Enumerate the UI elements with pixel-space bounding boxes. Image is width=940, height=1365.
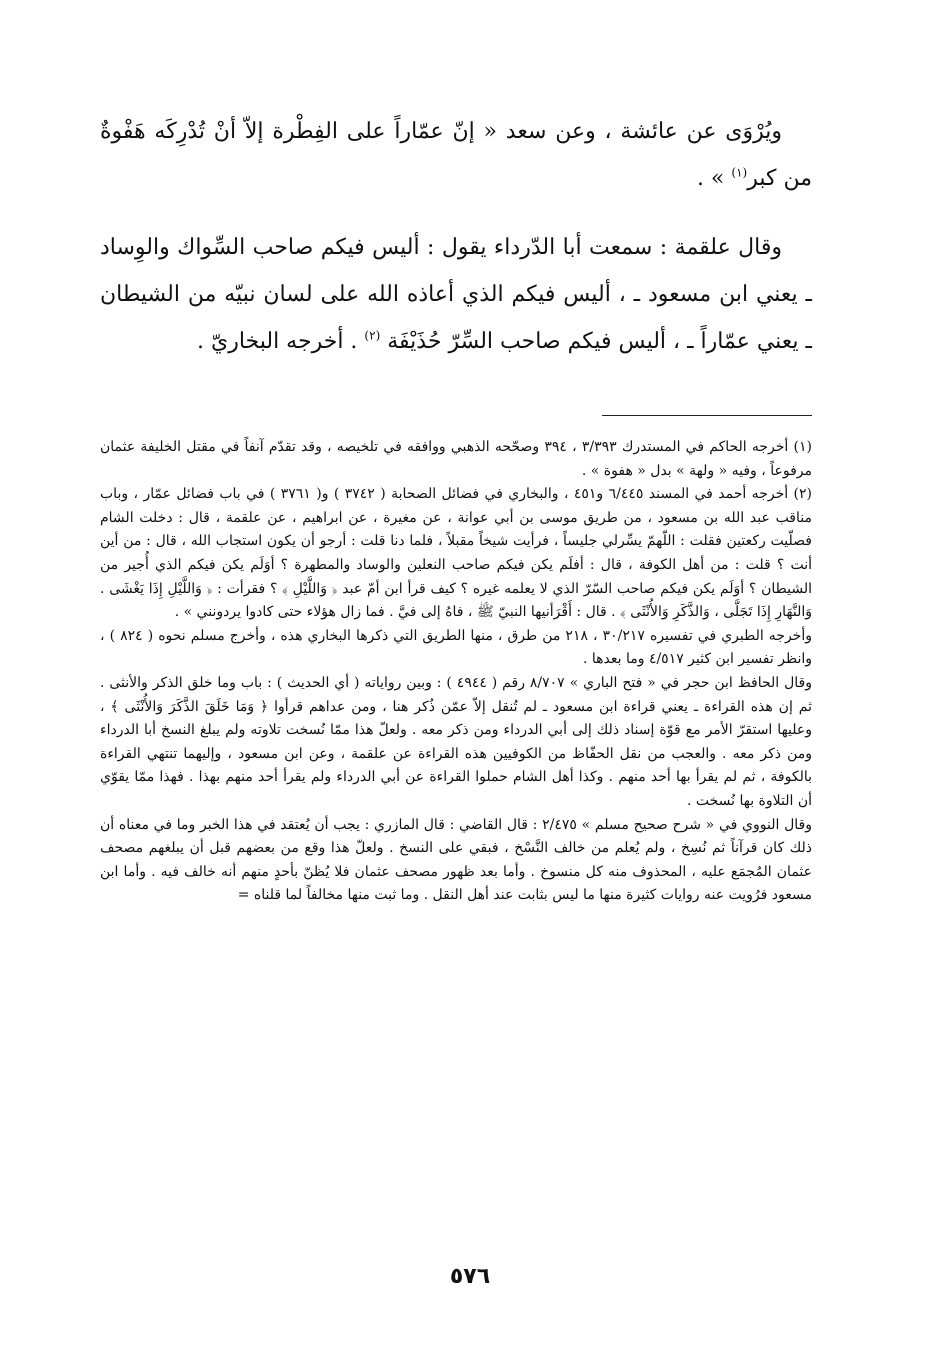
main-paragraph-1-text: ويُرْوَى عن عائشة ، وعن سعد « إنّ عمّاراً على الفِطْرة إلاّ أنْ تُدْرِكَه هَفْوةٌ من كبر [100,119,812,191]
footnote-2-ibn-hajar: وقال الحافظ ابن حجر في « فتح الباري » ٨/٧٠٧ رقم ( ٤٩٤٤ ) : وبين رواياته ( أي الحديث ) : باب وما خلق الذكر والأنثى . ثم إن هذه القراءة ـ يعني قراءة ابن مسعود ـ لم تُنقل إلاّ عمّن ذُكر هنا ، ومن عداهم قرأوا ﴿ وَمَا خَلَقَ الذَّكَرَ وَالأُنْثَى ﴾ ، وعليها استقرّ الأمر مع قوّة إسناد ذلك إلى أبي الدرداء ومن ذكر معه . ولعلّ هذا ممّا نُسخت تلاوته ولم يبلغ النسخ أبا الدرداء ومن ذكر معه . والعجب من نقل الحفّاظ من الكوفيين هذه القراءة عن علقمة ، وعن ابن مسعود ، وإليهما تنتهي القراءة بالكوفة ، ثم لم يقرأ بها أحد منهم . وكذا أهل الشام حملوا القراءة عن أبي الدرداء ولم يقرأ أحد منهم بهذا . فهذا ممّا يقوّي أن التلاوة بها نُسخت . [100,674,813,809]
main-paragraph-2 [100,224,812,365]
footnote-divider [602,415,812,416]
page-number: ٥٧٦ [449,1264,491,1289]
footnote-2: (٢) أخرجه أحمد في المسند ٦/٤٤٥ و٤٥١ ، والبخاري في فضائل الصحابة ( ٣٧٤٢ ) و( ٣٧٦١ ) في باب فضائل عمّار ، وباب مناقب عبد الله بن مسعود ، من طريق موسى بن أبي عوانة ، عن مغيرة ، عن ابراهيم ، عن علقمة ، قال : دخلت الشام فصلّيت ركعتين فقلت : اللّهمّ يسِّرلي جليساً ، فرأيت شيخاً مقبلاً ، فلما دنا قلت : أرجو أن يكون استجاب الله ، قال : من أين أنت ؟ قلت : من أهل الكوفة ، قال : أفلَم يكن فيكم صاحب النعلين والوساد والمطهرة ؟ أوَلَم يكن فيكم الذي أُجير من الشيطان ؟ أوَلَم يكن فيكم صاحب السّرّ الذي لا يعلمه غيره ؟ كيف قرأ ابن أمّ عبد ﴿ وَاللَّيْلِ ﴾ ؟ فقرأت : ﴿ وَاللَّيْلِ إِذَا يَغْشَى . وَالنَّهَارِ إِذَا تَجَلَّى ، وَالذَّكَرِ وَالأُنْثَى ﴾ . قال : أَقْرَأنيها النبيّ ﷺ ، فاهُ إلى فيَّ . فما زال هؤلاء حتى كادوا يردونني » . [100,486,812,621]
main-paragraph-1-end: » . [696,166,725,191]
footnote-ref-1: (١) [731,165,748,180]
footnotes [100,436,812,908]
main-paragraph-1 [100,108,812,202]
footnote-1: (١) أخرجه الحاكم في المستدرك ٣/٣٩٣ ، ٣٩٤ وصحّحه الذهبي ووافقه في تلخيصه ، وقد تقدّم آنفاً في مقتل الخليفة عثمان مرفوعاً ، وفيه « ولهة » بدل « هفوة » . [100,439,812,479]
footnote-2-tabari: وأخرجه الطبري في تفسيره ٣٠/٢١٧ ، ٢١٨ من طرق ، منها الطريق التي ذكرها البخاري هذه ، وأخرج مسلم نحوه ( ٨٢٤ ) ، وانظر تفسير ابن كثير ٤/٥١٧ وما بعدها . [100,627,812,668]
footnote-2-nawawi: وقال النووي في « شرح صحيح مسلم » ٢/٤٧٥ : قال القاضي : قال المازري : يجب أن يُعتقد في هذا الخبر وما في معناه أن ذلك كان قرآناً ثم نُسِخ ، ولم يُعلم من خالف النَّسْخ ، فبقي على النسخ . ولعلّ هذا وقع من بعضهم قبل أن يبلغهم مصحف عثمان المُجمَع عليه ، المحذوف منه كل منسوخ . وأما بعد ظهور مصحف عثمان فلا يُظنّ بأحدٍ منهم أنه خالف فيه . وأما ابن مسعود فرُويت عنه روايات كثيرة منها ما ليس بثابت عند أهل النقل . وما ثبت منها مخالفاً لما قلناه = [100,816,812,904]
main-text [100,108,812,365]
main-paragraph-2-text: وقال علقمة : سمعت أبا الدّرداء يقول : أليس فيكم صاحب السِّواك والوِساد ـ يعني ابن مسعود ـ ، أليس فيكم الذي أعاذه الله على لسان نبيّه من الشيطان ـ يعني عمّاراً ـ ، أليس فيكم صاحب السِّرّ حُذَيْفَة [100,235,812,354]
footnote-ref-2: (٢) [364,328,381,343]
main-paragraph-2-end: . أخرجه البخاريّ . [197,329,358,354]
